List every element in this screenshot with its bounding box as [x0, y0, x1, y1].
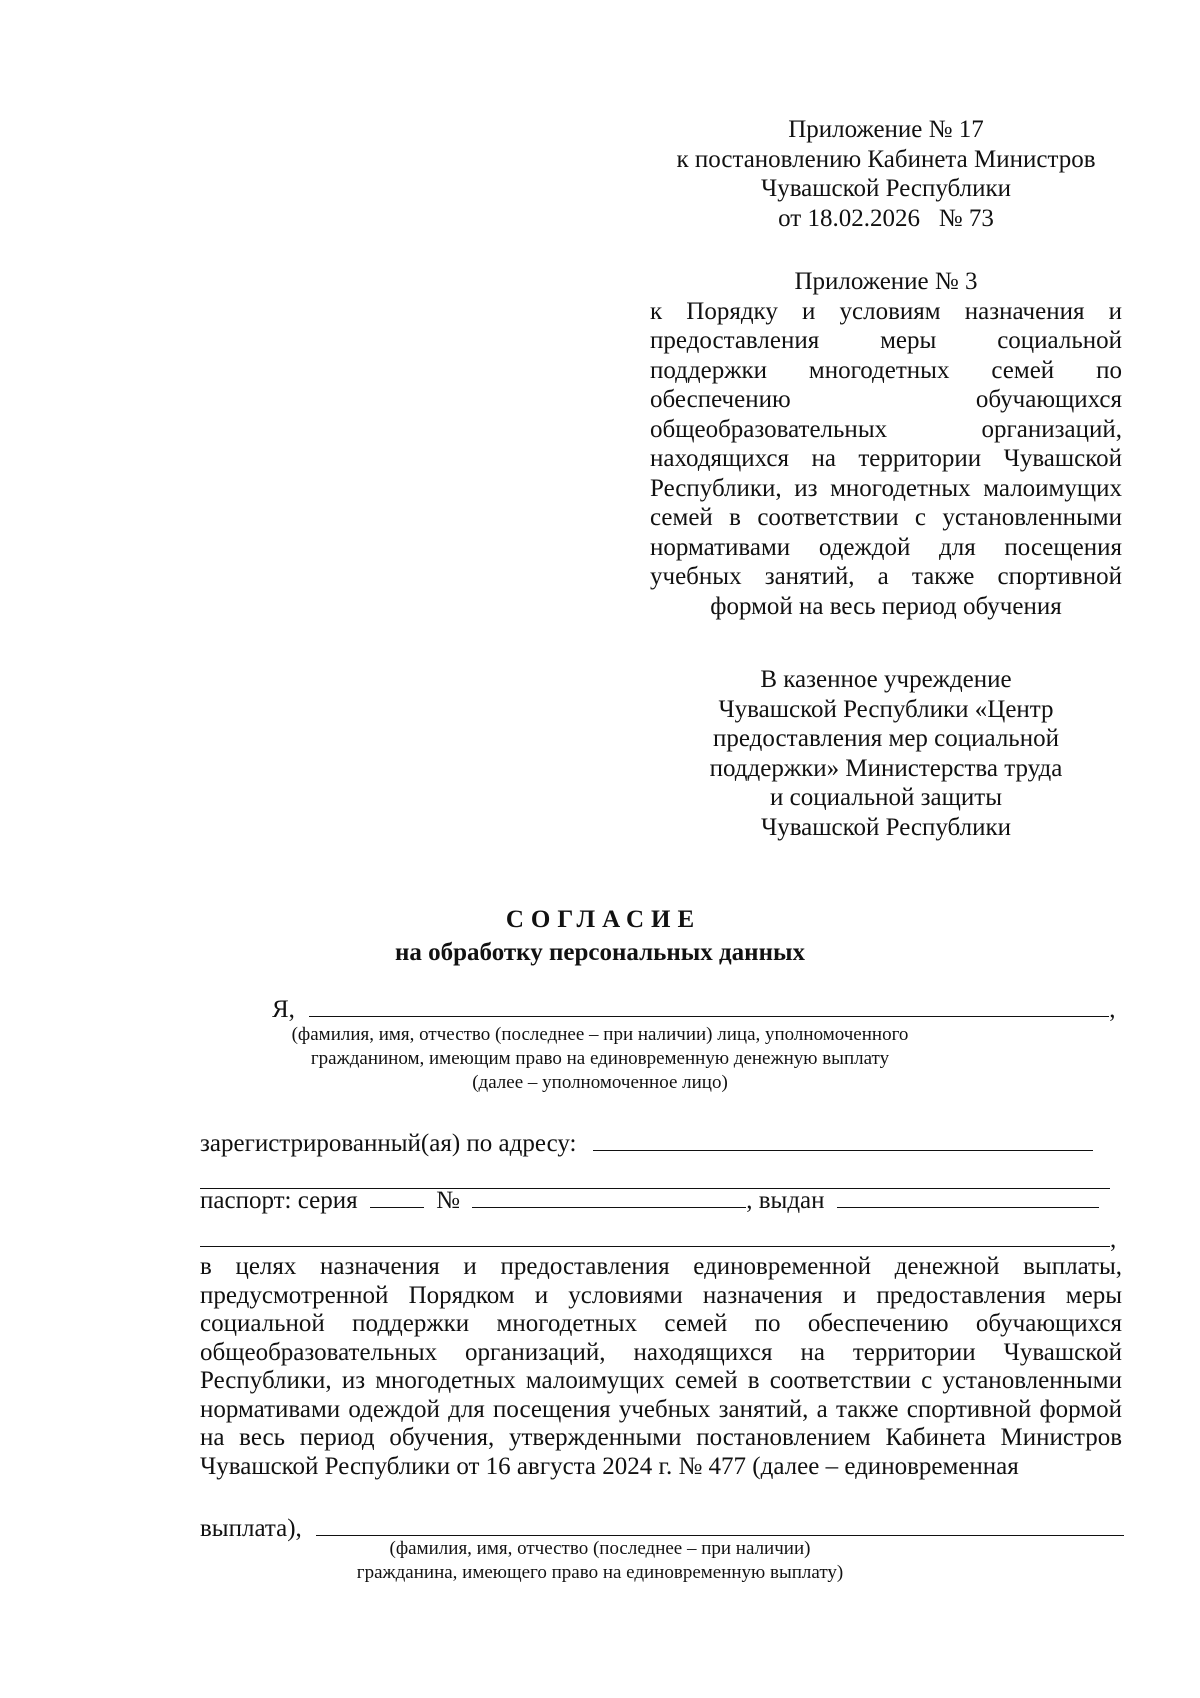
passport-issuer-field[interactable]: [200, 1224, 1110, 1247]
addressee-line: Чувашской Республики «Центр: [718, 695, 1054, 723]
addressee-line: В казенное учреждение: [760, 666, 1012, 693]
address-row: [200, 1128, 1093, 1159]
caption-line: гражданина, имеющего право на единовременную выплату): [356, 1562, 844, 1583]
passport-issuer-row: [200, 1224, 1116, 1255]
annex-3-header: [650, 267, 1122, 621]
document-title: СОГЛАСИЕ: [505, 906, 702, 933]
caption-line: гражданином, имеющим право на единовременную денежную выплату: [310, 1048, 890, 1069]
caption-line: (фамилия, имя, отчество (последнее – при наличии) лица, уполномоченного: [291, 1024, 909, 1045]
citizen-name-field[interactable]: [316, 1513, 1124, 1536]
annex-17-date-number: от 18.02.2026 № 73: [778, 204, 994, 232]
representative-name-field[interactable]: [309, 994, 1109, 1017]
passport-series-field[interactable]: [370, 1185, 424, 1208]
ya-label: Я,: [272, 996, 295, 1023]
annex-3-description: к Порядку и условиям назначения и предоставления меры социальной поддержки многодетных семей по обеспечению обучающихся общеобразовательных организаций, находящихся на территории Чувашской Республики, из многодетных малоимущих семей в соответствии с установленными нормативами одеждой для посещения учебных занятий, а также спортивной формой на весь период обучения: [650, 297, 1122, 620]
annex-17-title: Приложение № 17: [788, 116, 984, 143]
address-label: зарегистрированный(ая) по адресу:: [200, 1130, 577, 1157]
annex-17-header: [650, 115, 1122, 233]
passport-row: [200, 1185, 1099, 1216]
caption-line: (фамилия, имя, отчество (последнее – при наличии): [389, 1538, 811, 1559]
annex-17-resolution: к постановлению Кабинета Министров: [676, 145, 1096, 173]
addressee-block: [650, 665, 1122, 842]
comma: ,: [1110, 1226, 1117, 1253]
passport-issued-label: , выдан: [746, 1187, 825, 1214]
document-subtitle: на обработку персональных данных: [395, 939, 805, 966]
payment-label: выплата),: [200, 1515, 302, 1542]
annex-17-republic: Чувашской Республики: [760, 175, 1012, 202]
passport-issued-by-field[interactable]: [837, 1185, 1099, 1208]
document-title-block: [0, 903, 1200, 969]
addressee-line: Чувашской Республики: [760, 813, 1012, 841]
passport-number-label: №: [436, 1187, 460, 1214]
addressee-line: предоставления мер социальной: [713, 725, 1059, 752]
representative-caption: [0, 1023, 1200, 1095]
addressee-line: и социальной защиты: [769, 784, 1002, 811]
address-field[interactable]: [593, 1128, 1093, 1151]
addressee-line: поддержки» Министерства труда: [709, 754, 1063, 782]
annex-3-title: Приложение № 3: [794, 268, 978, 295]
passport-number-field[interactable]: [472, 1185, 746, 1208]
comma: ,: [1109, 996, 1116, 1023]
consent-body: в целях назначения и предоставления единовременной денежной выплаты, предусмотренной Порядком и условиями назначения и предоставления меры социальной поддержки многодетных семей по обеспечению обучающихся общеобразовательных организаций, находящихся на территории Чувашской Республики, из многодетных малоимущих семей в соответствии с установленными нормативами одеждой для посещения учебных занятий, а также спортивной формой на весь период обучения, утвержденными постановлением Кабинета Министров Чувашской Республики от 16 августа 2024 г. № 477 (далее – единовременная: [200, 1253, 1122, 1480]
representative-name-row: [272, 994, 1115, 1025]
caption-line: (далее – уполномоченное лицо): [472, 1072, 728, 1093]
citizen-caption: [0, 1537, 1200, 1585]
passport-series-label: паспорт: серия: [200, 1187, 358, 1214]
